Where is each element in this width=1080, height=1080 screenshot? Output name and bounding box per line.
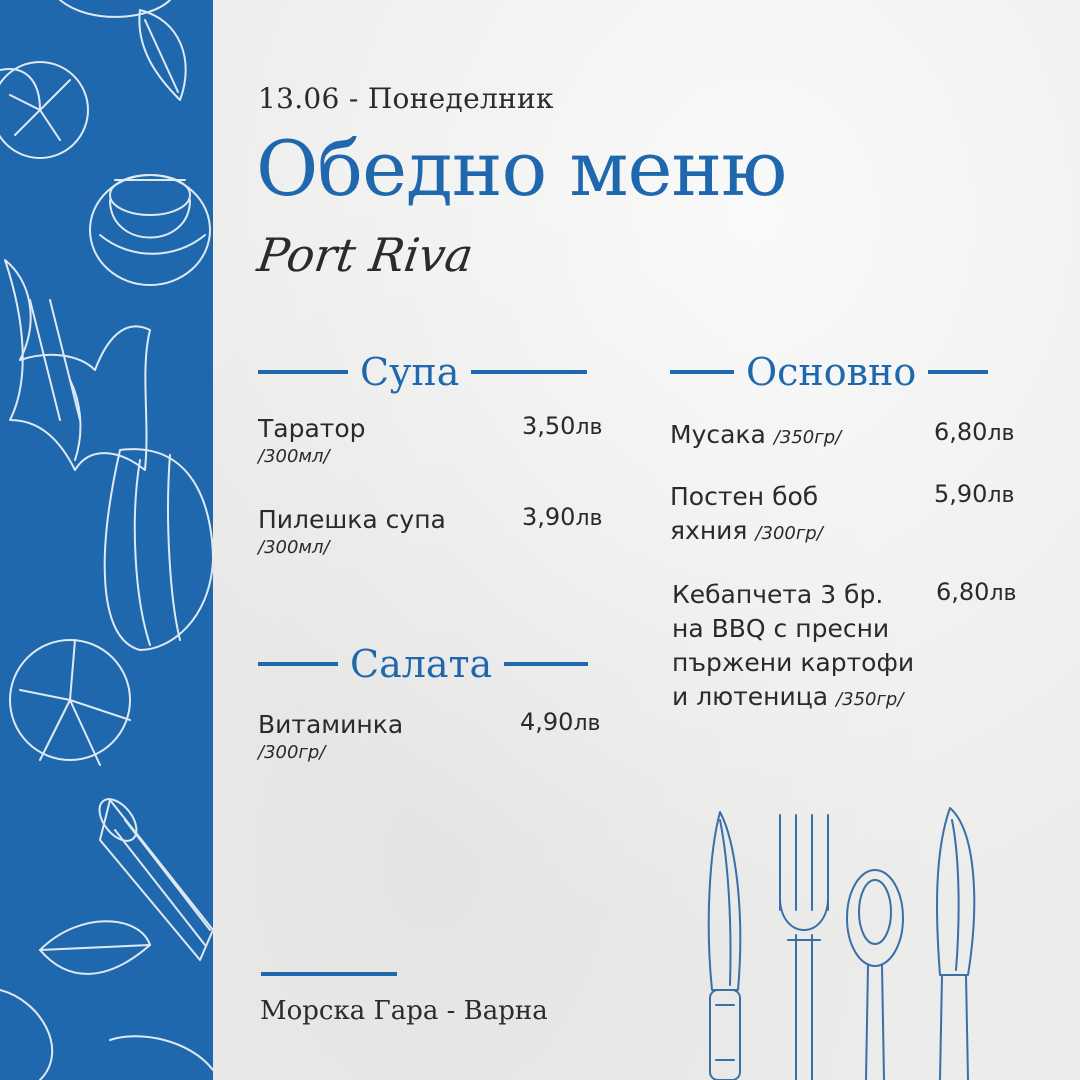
item-name: Постен боб bbox=[670, 482, 819, 511]
item-name: пържени картофи bbox=[672, 648, 915, 677]
item-name: яхния /300гр/ bbox=[670, 516, 823, 545]
item-portion: /300гр/ bbox=[258, 742, 326, 763]
menu-item bbox=[672, 578, 1024, 717]
item-price: 3,90лв bbox=[522, 503, 603, 531]
divider-line bbox=[928, 370, 988, 374]
item-portion: /350гр/ bbox=[773, 427, 842, 448]
item-name: Мусака /350гр/ bbox=[670, 420, 842, 449]
basil-leaf-illustration bbox=[60, 0, 186, 100]
item-name: и лютеница /350гр/ bbox=[672, 682, 904, 711]
section-title: Салата bbox=[350, 642, 493, 686]
item-name: Кебапчета 3 бр. bbox=[672, 580, 884, 609]
divider-line bbox=[670, 370, 734, 374]
section-heading-salad bbox=[258, 642, 588, 686]
fork-icon bbox=[780, 815, 828, 1080]
section-heading-main bbox=[670, 350, 988, 394]
item-name: на BBQ с пресни bbox=[672, 614, 890, 643]
knife-icon bbox=[709, 812, 741, 1080]
item-price: 4,90лв bbox=[520, 708, 601, 736]
footer-divider bbox=[261, 972, 397, 976]
item-name: Витаминка bbox=[258, 710, 404, 739]
item-price: 6,80лв bbox=[936, 578, 1017, 606]
spoon-icon bbox=[847, 870, 903, 1080]
butter-knife-icon bbox=[937, 808, 974, 1080]
menu-item bbox=[258, 503, 608, 558]
tomato-illustration bbox=[10, 640, 130, 765]
item-price: 3,50лв bbox=[522, 412, 603, 440]
section-heading-soup bbox=[258, 350, 587, 394]
location-text: Морска Гара - Варна bbox=[260, 996, 548, 1026]
divider-line bbox=[258, 370, 348, 374]
garlic-illustration bbox=[105, 449, 213, 650]
page-title: Обедно меню bbox=[256, 124, 787, 213]
menu-item bbox=[670, 418, 1022, 455]
section-title: Супа bbox=[360, 350, 460, 394]
cutlery-illustration bbox=[690, 800, 1000, 1080]
onion-illustration bbox=[90, 175, 210, 285]
divider-line bbox=[471, 370, 587, 374]
section-title: Основно bbox=[746, 350, 917, 394]
item-portion: /300мл/ bbox=[258, 446, 330, 467]
item-portion: /350гр/ bbox=[836, 689, 904, 710]
menu-item bbox=[258, 412, 608, 467]
item-name: Пилешка супа bbox=[258, 505, 446, 534]
penne-pasta-illustration bbox=[92, 792, 213, 960]
food-illustrations bbox=[0, 0, 213, 1080]
restaurant-logo: Port Riva bbox=[254, 228, 477, 282]
divider-line bbox=[258, 662, 338, 666]
item-portion: /300гр/ bbox=[755, 523, 823, 544]
farfalle-pasta-illustration bbox=[5, 260, 150, 470]
divider-line bbox=[504, 662, 588, 666]
tomato-illustration bbox=[0, 62, 88, 158]
item-price: 5,90лв bbox=[934, 480, 1015, 508]
decorative-sidebar bbox=[0, 0, 213, 1080]
menu-item bbox=[258, 708, 608, 763]
item-portion: /300мл/ bbox=[258, 537, 330, 558]
menu-date: 13.06 - Понеделник bbox=[258, 82, 554, 115]
menu-item bbox=[670, 480, 1022, 551]
basil-leaf-illustration bbox=[0, 921, 213, 1080]
item-name: Таратор bbox=[258, 414, 366, 443]
item-price: 6,80лв bbox=[934, 418, 1015, 446]
